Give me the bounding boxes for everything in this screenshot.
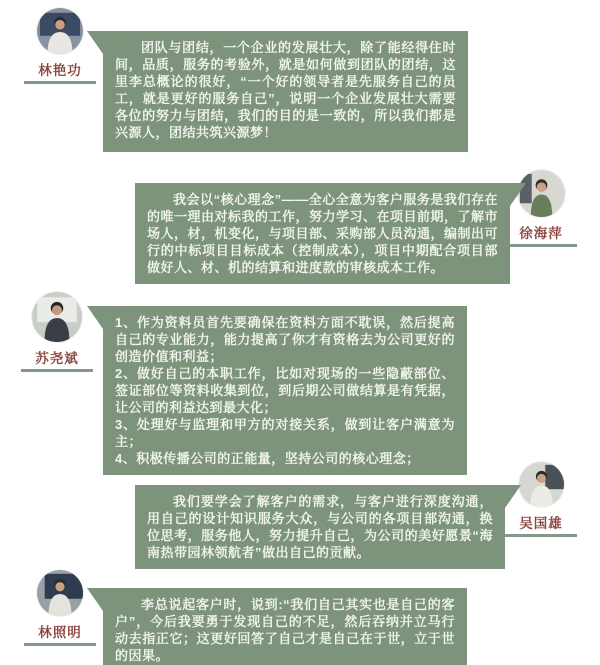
bubble-tail-icon bbox=[510, 183, 526, 206]
message-text: 我会以“核心理念”——全心全意为客户服务是我们存在的唯一理由对标我的工作，努力学习、在项目前期，了解市场人，材，机变化，与项目部、采购部人员沟通，编制出可行的中标项目目标成本（控制成本），项目中期配合项目部做好人、材、机的结算和进度款的审核成本工作。 bbox=[147, 192, 499, 275]
bubble-tail-icon bbox=[87, 588, 103, 611]
avatar-block-xuhaiping bbox=[503, 170, 579, 247]
avatar-photo bbox=[37, 8, 83, 54]
author-name: 林照明 bbox=[38, 625, 82, 640]
name-underline bbox=[21, 369, 93, 372]
person-photo-icon bbox=[37, 570, 83, 616]
avatar-block-suyaobin bbox=[17, 292, 97, 372]
message-text: 团队与团结，一个企业的发展壮大，除了能经得住时间，品质，服务的考验外，就是如何做到团队的团结，这里李总概论的很好，“一个好的领导者是先服务自己的员工，就是更好的服务自己”，说明一个企业发展壮大需要各位的努力与团结，我们的目的是一致的，所以我们都是兴源人，团结共筑兴源梦！ bbox=[115, 40, 456, 140]
person-photo-icon bbox=[32, 292, 82, 342]
avatar-photo bbox=[32, 292, 82, 342]
message-bubble-5 bbox=[103, 588, 467, 665]
bubble-tail-icon bbox=[87, 306, 103, 329]
name-underline bbox=[505, 244, 577, 247]
message-bubble-1 bbox=[103, 31, 468, 152]
name-underline bbox=[505, 534, 577, 537]
message-bubble-3 bbox=[103, 306, 467, 475]
message-text: 2、做好自己的本职工作，比如对现场的一些隐蔽部位、签证部位等资料收集到位，到后期公司做结算是有凭据，让公司的利益达到最大化； bbox=[115, 366, 455, 415]
avatar-photo bbox=[37, 570, 83, 616]
message-bubble-4 bbox=[135, 485, 505, 569]
message-text: 1、作为资料员首先要确保在资料方面不耽误，然后提高自己的专业能力，能力提高了你才有资格去为公司更好的创造价值和利益； bbox=[115, 315, 455, 364]
author-name: 林艳功 bbox=[38, 63, 82, 78]
avatar-photo bbox=[519, 462, 564, 507]
bubble-tail-icon bbox=[505, 485, 521, 508]
message-text: 我们要学会了解客户的需求，与客户进行深度沟通，用自己的设计知识服务大众，与公司的各项目部沟通，换位思考，服务他人，努力提升自己，为公司的美好愿景“海南热带园林领航者”做出自己的贡献。 bbox=[147, 494, 493, 560]
bubble-tail-icon bbox=[87, 31, 103, 54]
person-photo-icon bbox=[37, 8, 83, 54]
author-name: 吴国雄 bbox=[519, 516, 563, 531]
message-text: 4、积极传播公司的正能量，坚持公司的核心理念； bbox=[115, 451, 420, 466]
message-text: 3、处理好与监理和甲方的对接关系，做到让客户满意为主； bbox=[115, 417, 455, 449]
message-text: 李总说起客户时，说到:“我们自己其实也是自己的客户”，今后我要勇于发现自己的不足，然后吞纳并立马行动去指正它；这更好回答了自己才是自己在于世，立于世的因果。 bbox=[115, 597, 455, 663]
name-underline bbox=[24, 643, 96, 646]
author-name: 徐海萍 bbox=[519, 226, 563, 241]
message-bubble-2 bbox=[135, 183, 510, 284]
name-underline bbox=[24, 81, 96, 84]
author-name: 苏尧斌 bbox=[35, 351, 79, 366]
person-photo-icon bbox=[519, 462, 564, 507]
